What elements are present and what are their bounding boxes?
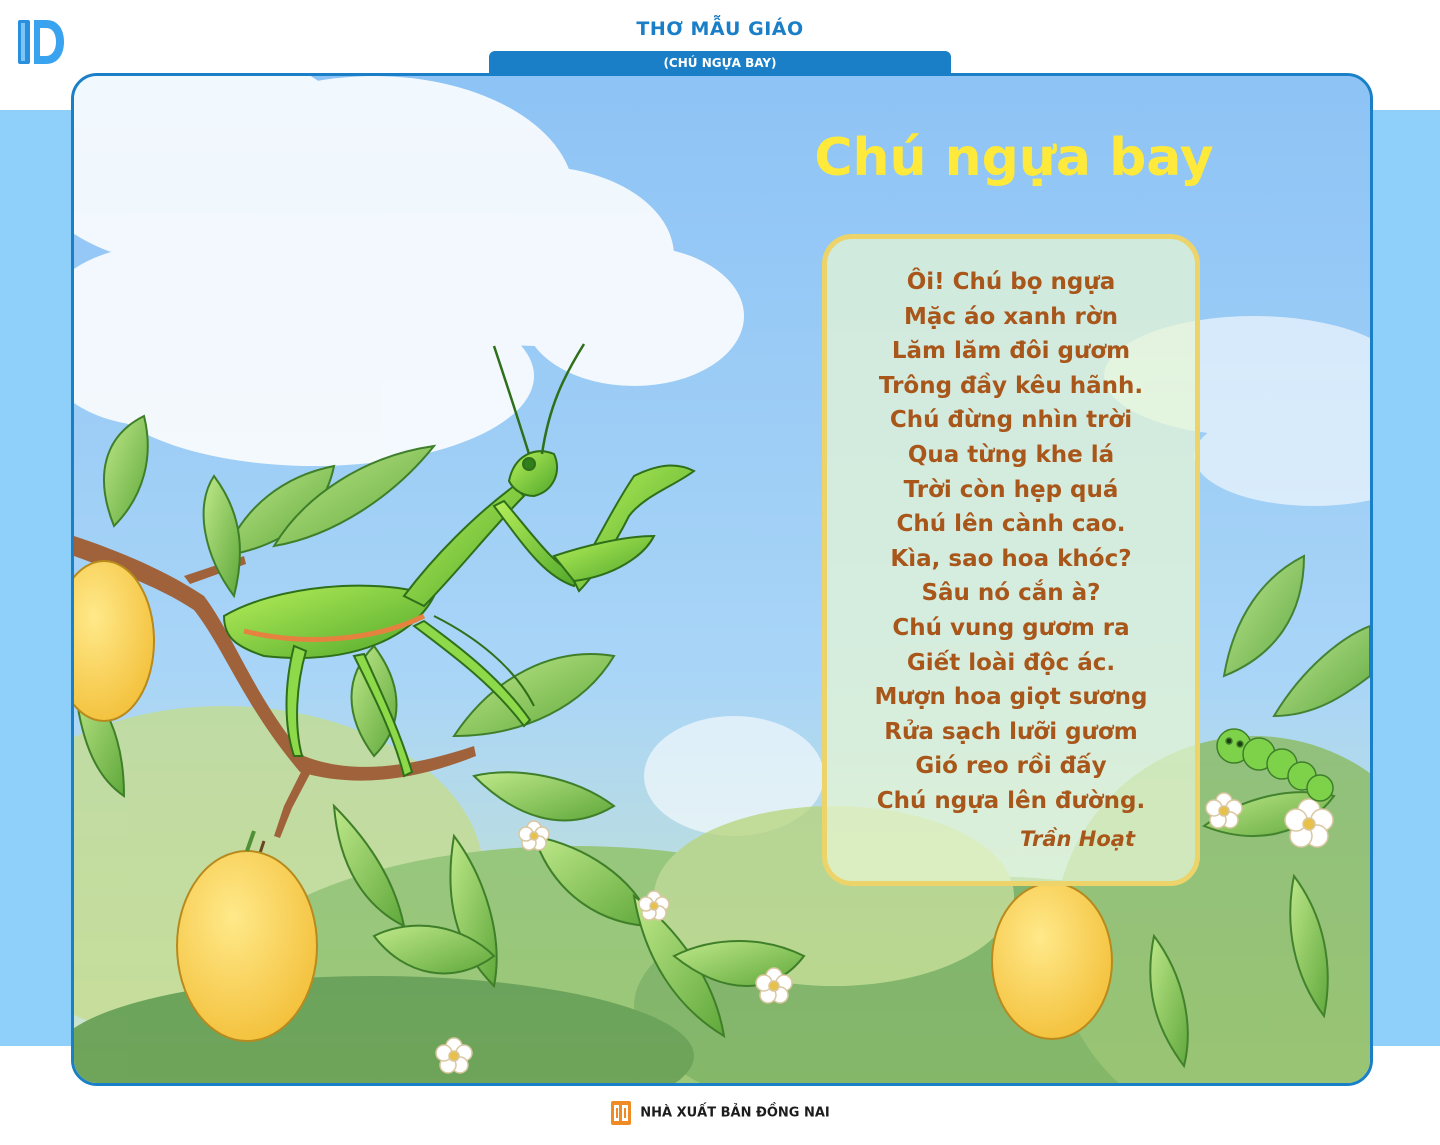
poem-line: Sâu nó cắn à? xyxy=(921,580,1101,607)
poem-line: Trông đầy kêu hãnh. xyxy=(878,372,1144,399)
poem-line: Mượn hoa giọt sương xyxy=(874,684,1148,711)
poem-line: Rửa sạch lưỡi gươm xyxy=(884,718,1138,745)
poem-line: Giết loài độc ác. xyxy=(906,649,1116,676)
illustration-frame xyxy=(71,73,1373,1086)
poem-line: Chú vung gươm ra xyxy=(892,614,1130,641)
poem-line: Mặc áo xanh rờn xyxy=(903,303,1118,330)
poem-box xyxy=(822,234,1200,886)
book-icon xyxy=(610,1100,632,1126)
poem-line: Chú lên cành cao. xyxy=(896,511,1126,538)
poem-author: Trần Hoạt xyxy=(1019,827,1135,851)
poem-line: Ôi! Chú bọ ngựa xyxy=(906,269,1116,295)
footer xyxy=(0,1100,1440,1126)
header-tab: (CHÚ NGỰA BAY) xyxy=(489,51,951,75)
poem-line: Kìa, sao hoa khóc? xyxy=(890,545,1132,572)
poem-line: Lăm lăm đôi gươm xyxy=(891,338,1131,365)
poem-title: Chú ngựa bay xyxy=(814,128,1214,188)
poem-line: Chú đừng nhìn trời xyxy=(889,407,1133,434)
header-title: THƠ MẪU GIÁO xyxy=(636,18,804,40)
poem-line: Chú ngựa lên đường. xyxy=(876,787,1146,814)
publisher-name: NHÀ XUẤT BẢN ĐỒNG NAI xyxy=(640,1105,830,1121)
poem-line: Qua từng khe lá xyxy=(907,441,1115,468)
poem-line: Gió reo rồi đấy xyxy=(915,753,1107,780)
poem-line: Trời còn hẹp quá xyxy=(903,476,1119,503)
